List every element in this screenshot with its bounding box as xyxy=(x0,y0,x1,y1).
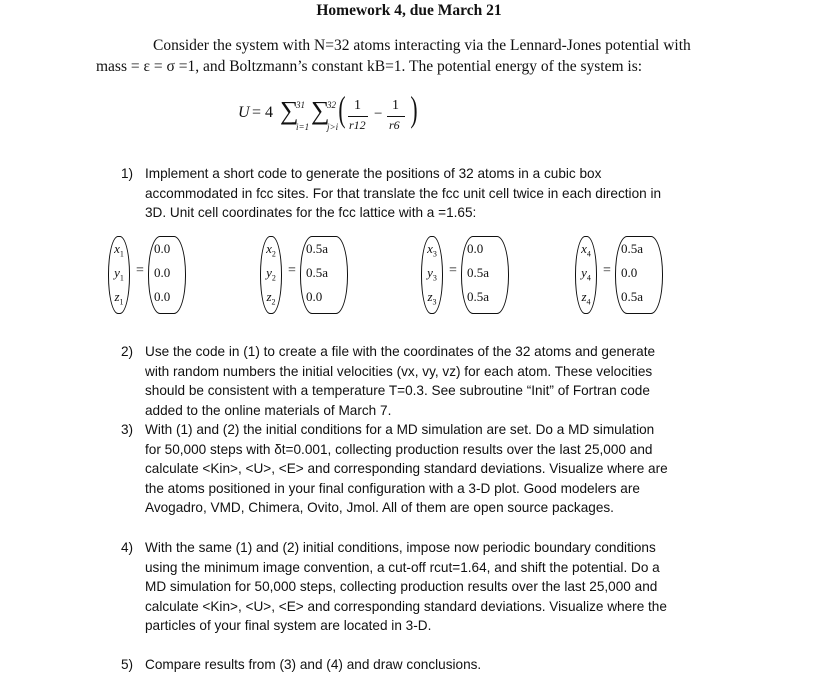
item-number: 3) xyxy=(121,422,134,437)
sum-symbol-2: ∑ xyxy=(311,96,330,125)
item-line: Use the code in (1) to create a file with the coordinates of the 32 atoms and generate xyxy=(145,344,656,359)
sum2-lower: j>i xyxy=(327,122,339,132)
value-vector: 0.5a 0.0 0.5a xyxy=(615,236,663,314)
item-number: 2) xyxy=(121,344,134,359)
sum1-lower: i=1 xyxy=(296,122,310,132)
item-line: with random numbers the initial velocities (vx, vy, vz) for each atom. These velocities xyxy=(145,363,653,379)
item-line: added to the online materials of March 7. xyxy=(145,402,392,418)
eq-lhs: U xyxy=(238,104,250,121)
intro-line-2: mass = ε = σ =1, and Boltzmann’s constant kB=1. The potential energy of the system is: xyxy=(96,58,643,75)
term2-numerator: 1 xyxy=(392,98,399,113)
coordinate-vector: $x_1$ $y_1$ $z_1$ xyxy=(108,236,130,314)
item-line: MD simulation for 50,000 steps, collecting production results over the last 25,000 and xyxy=(145,579,658,595)
task-item-1 xyxy=(121,164,811,226)
item-number: 5) xyxy=(121,657,134,672)
item-number: 4) xyxy=(121,540,134,555)
right-paren: ) xyxy=(410,89,418,129)
sum1-upper: 31 xyxy=(296,100,305,110)
task-item-2 xyxy=(121,342,811,422)
item-line: should be consistent with a temperature T=0.3. See subroutine “Init” of Fortran code xyxy=(145,383,650,399)
intro-line-1: Consider the system with N=32 atoms interacting via the Lennard-Jones potential with xyxy=(153,37,691,54)
value-vector: 0.0 0.0 0.0 xyxy=(148,236,186,314)
page-title: Homework 4, due March 21 xyxy=(316,2,502,19)
item-line: accommodated in fcc sites. For that translate the fcc unit cell twice in each direction in xyxy=(145,185,662,201)
item-line: Compare results from (3) and (4) and draw conclusions. xyxy=(145,657,482,672)
item-line: With (1) and (2) the initial conditions for a MD simulation are set. Do a MD simulation xyxy=(145,422,655,437)
item-line: calculate <Kin>, <U>, <E> and corresponding standard deviations. Visualize where the xyxy=(145,598,667,614)
minus-sign: − xyxy=(374,106,383,122)
coordinate-vector: $x_4$ $y_4$ $z_4$ xyxy=(575,236,597,314)
item-line: using the minimum image convention, a cut-off rcut=1.64, and shift the potential. Do a xyxy=(145,559,660,575)
item-line: for 50,000 steps with δt=0.001, collecting production results over the last 25,000 and xyxy=(145,441,653,457)
sum-symbol-1: ∑ xyxy=(280,96,299,125)
task-item-3 xyxy=(121,420,811,520)
item-line: Implement a short code to generate the positions of 32 atoms in a cubic box xyxy=(145,166,602,181)
item-line: calculate <Kin>, <U>, <E> and corresponding standard deviations. Visualize where are xyxy=(145,461,668,477)
term1-numerator: 1 xyxy=(354,98,361,113)
term2-denominator: r6 xyxy=(389,118,400,132)
item-number: 1) xyxy=(121,166,134,181)
term1-fraction-bar xyxy=(348,116,368,117)
potential-energy-equation xyxy=(238,89,438,140)
coordinate-vector: $x_3$ $y_3$ $z_3$ xyxy=(421,236,443,314)
item-line: particles of your final system are located in 3-D. xyxy=(145,618,432,634)
value-vector: 0.0 0.5a 0.5a xyxy=(461,236,509,314)
task-item-5 xyxy=(121,655,811,677)
item-line: 3D. Unit cell coordinates for the fcc lattice with a =1.65: xyxy=(145,205,477,221)
coordinate-vector: $x_2$ $y_2$ $z_2$ xyxy=(260,236,282,314)
task-item-4 xyxy=(121,538,811,638)
eq-prefactor: = 4 xyxy=(252,104,274,121)
item-line: the atoms positioned in your final configuration with a 3-D plot. Good modelers are xyxy=(145,480,640,496)
term2-fraction-bar xyxy=(387,116,405,117)
left-paren: ( xyxy=(338,89,346,129)
item-line: With the same (1) and (2) initial conditions, impose now periodic boundary conditions xyxy=(145,540,656,555)
item-line: Avogadro, VMD, Chimera, Ovito, Jmol. All of them are open source packages. xyxy=(145,500,614,516)
value-vector: 0.5a 0.5a 0.0 xyxy=(300,236,348,314)
term1-denominator: r12 xyxy=(349,118,366,132)
sum2-upper: 32 xyxy=(327,100,336,110)
